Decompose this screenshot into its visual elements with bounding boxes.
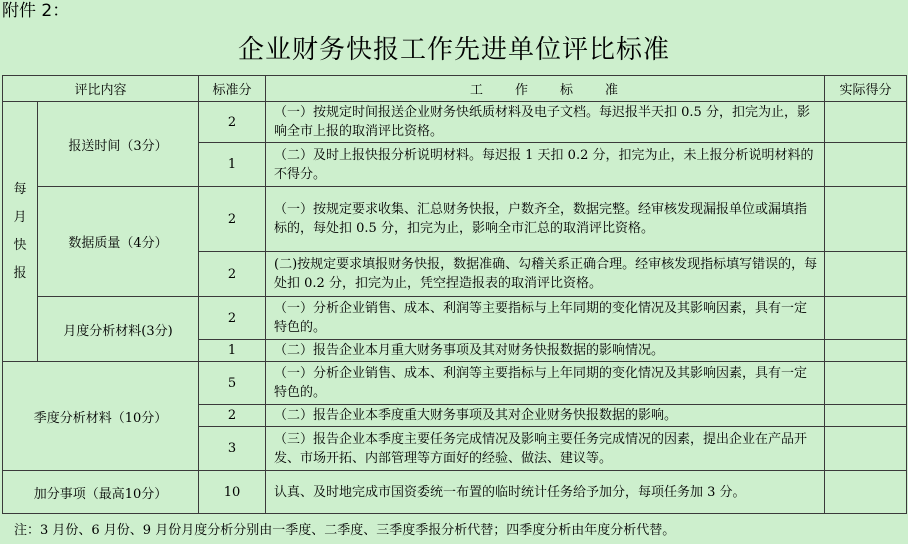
monthly-char: 月 [13,209,27,225]
actual-score-cell[interactable] [825,187,907,252]
monthly-char: 快 [13,237,27,253]
header-actual-score: 实际得分 [825,76,907,102]
standard-cell: （一）分析企业销售、成本、利润等主要指标与上年同期的变化情况及其影响因素，具有一定特色的。 [266,297,825,340]
score-cell: 2 [199,405,266,427]
actual-score-cell[interactable] [825,427,907,471]
score-cell: 1 [199,143,266,187]
table-row [3,102,907,143]
actual-score-cell[interactable] [825,143,907,187]
score-cell: 2 [199,297,266,340]
standard-cell: （二）及时上报快报分析说明材料。每迟报 1 天扣 0.2 分，扣完为止，未上报分析说明材料的不得分。 [266,143,825,187]
actual-score-cell[interactable] [825,340,907,362]
actual-score-cell[interactable] [825,252,907,297]
score-cell: 2 [199,102,266,143]
page-title: 企业财务快报工作先进单位评比标准 [237,35,670,65]
table-row [3,187,907,252]
header-row [3,76,907,102]
criteria-table [2,75,907,514]
score-cell: 1 [199,340,266,362]
table-row [3,297,907,340]
standard-cell: （一）按规定要求收集、汇总财务快报，户数齐全，数据完整。经审核发现漏报单位或漏填指标的，每处扣 0.5 分，扣完为止，影响全市汇总的取消评比资格。 [266,187,825,252]
score-cell: 2 [199,252,266,297]
actual-score-cell[interactable] [825,102,907,143]
standard-cell: （二）报告企业本月重大财务事项及其对财务快报数据的影响情况。 [266,340,825,362]
item-label: 加分事项（最高10分） [3,471,199,514]
item-label: 数据质量（4分） [38,187,199,297]
actual-score-cell[interactable] [825,297,907,340]
monthly-category [3,102,38,362]
standard-cell: (二)按规定要求填报财务快报，数据准确、勾稽关系正确合理。经审核发现指标填写错误的，每处扣 0.2 分，扣完为止，凭空捏造报表的取消评比资格。 [266,252,825,297]
score-cell: 3 [199,427,266,471]
header-standard: 工 作 标 准 [266,76,825,102]
header-score: 标准分 [199,76,266,102]
standard-cell: （一）分析企业销售、成本、利润等主要指标与上年同期的变化情况及其影响因素，具有一定特色的。 [266,362,825,405]
table-row [3,471,907,514]
item-label: 季度分析材料（10分） [3,362,199,471]
header-content: 评比内容 [3,76,199,102]
score-cell: 5 [199,362,266,405]
standard-cell: （一）按规定时间报送企业财务快纸质材料及电子文档。每迟报半天扣 0.5 分，扣完为止，影响全市上报的取消评比资格。 [266,102,825,143]
score-cell: 2 [199,187,266,252]
footnote: 注：3 月份、6 月份、9 月份月度分析分别由一季度、二季度、三季度季报分析代替；四季度分析由年度分析代替。 [14,523,676,538]
actual-score-cell[interactable] [825,405,907,427]
actual-score-cell[interactable] [825,471,907,514]
attachment-label: 附件 2： [2,1,70,21]
standard-cell: 认真、及时地完成市国资委统一布置的临时统计任务给予加分，每项任务加 3 分。 [266,471,825,514]
score-cell: 10 [199,471,266,514]
item-label: 报送时间（3分） [38,102,199,187]
item-label: 月度分析材料(3分) [38,297,199,362]
actual-score-cell[interactable] [825,362,907,405]
standard-cell: （二）报告企业本季度重大财务事项及其对企业财务快报数据的影响。 [266,405,825,427]
table-row [3,362,907,405]
monthly-char: 每 [13,181,27,197]
monthly-char: 报 [13,265,27,281]
standard-cell: （三）报告企业本季度主要任务完成情况及影响主要任务完成情况的因素，提出企业在产品开发、市场开拓、内部管理等方面好的经验、做法、建议等。 [266,427,825,471]
